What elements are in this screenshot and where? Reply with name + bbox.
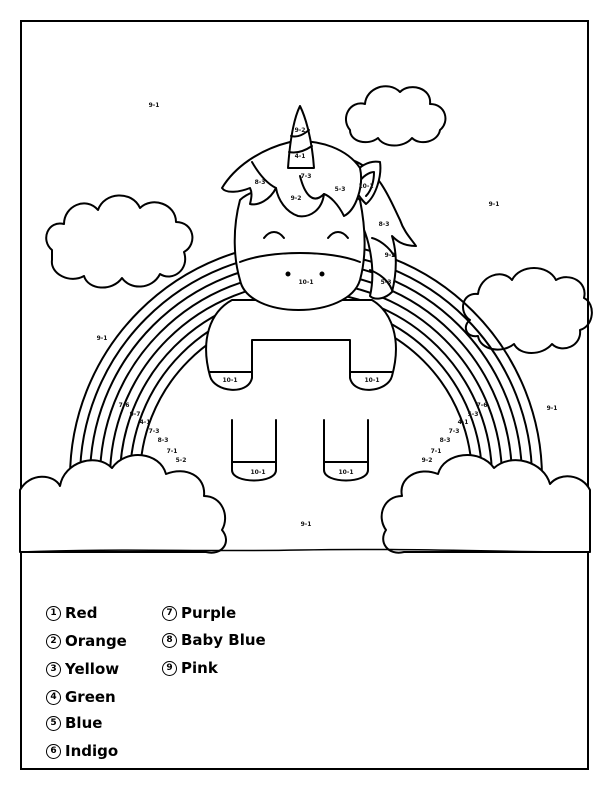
legend-number: 6 [46, 744, 61, 759]
legend-item-blue [46, 714, 102, 732]
legend-number: 5 [46, 716, 61, 731]
cloud-right [463, 268, 592, 353]
legend-number: 9 [162, 661, 177, 676]
nostril-right [321, 273, 324, 276]
cloud-bottom-left [20, 455, 226, 553]
legend-number: 4 [46, 690, 61, 705]
legend-item-orange [46, 632, 127, 650]
label-face: 10-1 [298, 279, 314, 286]
label-hoof-front-right: 10-1 [364, 377, 380, 384]
legend-number: 8 [162, 633, 177, 648]
legend-item-red [46, 604, 97, 622]
label-hoof-back-left: 10-1 [250, 469, 266, 476]
label-sky-right: 9-1 [488, 201, 500, 208]
label-rainbow-left-5: 8-3 [157, 437, 169, 444]
label-horn-mid: 4-1 [294, 153, 306, 160]
label-mane-back-1: 8-3 [378, 221, 390, 228]
legend-number: 3 [46, 662, 61, 677]
legend-item-pink [162, 659, 218, 677]
legend-color-name: Indigo [65, 742, 119, 760]
label-mane-left: 8-3 [254, 179, 266, 186]
label-sky-left-top: 9-1 [148, 102, 160, 109]
legend-number: 7 [162, 606, 177, 621]
legend-item-purple [162, 604, 236, 622]
legend-number: 2 [46, 634, 61, 649]
legend-item-indigo [46, 742, 118, 760]
legend-color-name: Green [65, 688, 116, 706]
label-sky-left-mid: 9-1 [96, 335, 108, 342]
label-rainbow-right-6: 7-1 [430, 448, 442, 455]
label-rainbow-right-3: 4-1 [457, 419, 469, 426]
cloud-bottom-right [382, 455, 590, 553]
label-mane-back-2: 9-2 [384, 252, 396, 259]
label-rainbow-left-6: 7-1 [166, 448, 178, 455]
label-horn-low: 7-3 [300, 173, 312, 180]
cloud-top-right [346, 86, 445, 145]
label-rainbow-right-4: 7-3 [448, 428, 460, 435]
label-rainbow-right-2: 5-3 [467, 411, 479, 418]
legend-color-name: Pink [181, 659, 218, 677]
legend-color-name: Purple [181, 604, 237, 622]
legend-color-name: Baby Blue [181, 631, 266, 649]
label-mane-right: 5-3 [334, 186, 346, 193]
label-hoof-front-left: 10-1 [222, 377, 238, 384]
label-rainbow-left-1: 7-6 [118, 402, 130, 409]
nostril-left [287, 273, 290, 276]
label-rainbow-left-3: 4-1 [139, 419, 151, 426]
label-rainbow-right-7: 9-2 [421, 457, 433, 464]
label-rainbow-left-7: 5-2 [175, 457, 187, 464]
label-rainbow-left-4: 7-3 [148, 428, 160, 435]
label-ear: 10-1 [358, 183, 374, 190]
legend-color-name: Blue [65, 714, 103, 732]
label-hoof-back-right: 10-1 [338, 469, 354, 476]
label-horn-top: 9-2 [294, 127, 306, 134]
label-mane-back-3: 5-3 [380, 279, 392, 286]
label-mane-center: 9-2 [290, 195, 302, 202]
legend-color-name: Red [65, 604, 98, 622]
legend-item-baby-blue [162, 631, 266, 649]
legend-color-name: Orange [65, 632, 127, 650]
legend-number: 1 [46, 606, 61, 621]
label-sky-right-low: 9-1 [546, 405, 558, 412]
label-rainbow-left-2: 9-7 [129, 411, 141, 418]
label-ground: 9-1 [300, 521, 312, 528]
legend-item-yellow [46, 660, 119, 678]
legend-color-name: Yellow [65, 660, 120, 678]
legend-item-green [46, 688, 116, 706]
cloud-left [46, 195, 192, 287]
label-rainbow-right-1: 7-6 [476, 402, 488, 409]
label-rainbow-right-5: 8-3 [439, 437, 451, 444]
